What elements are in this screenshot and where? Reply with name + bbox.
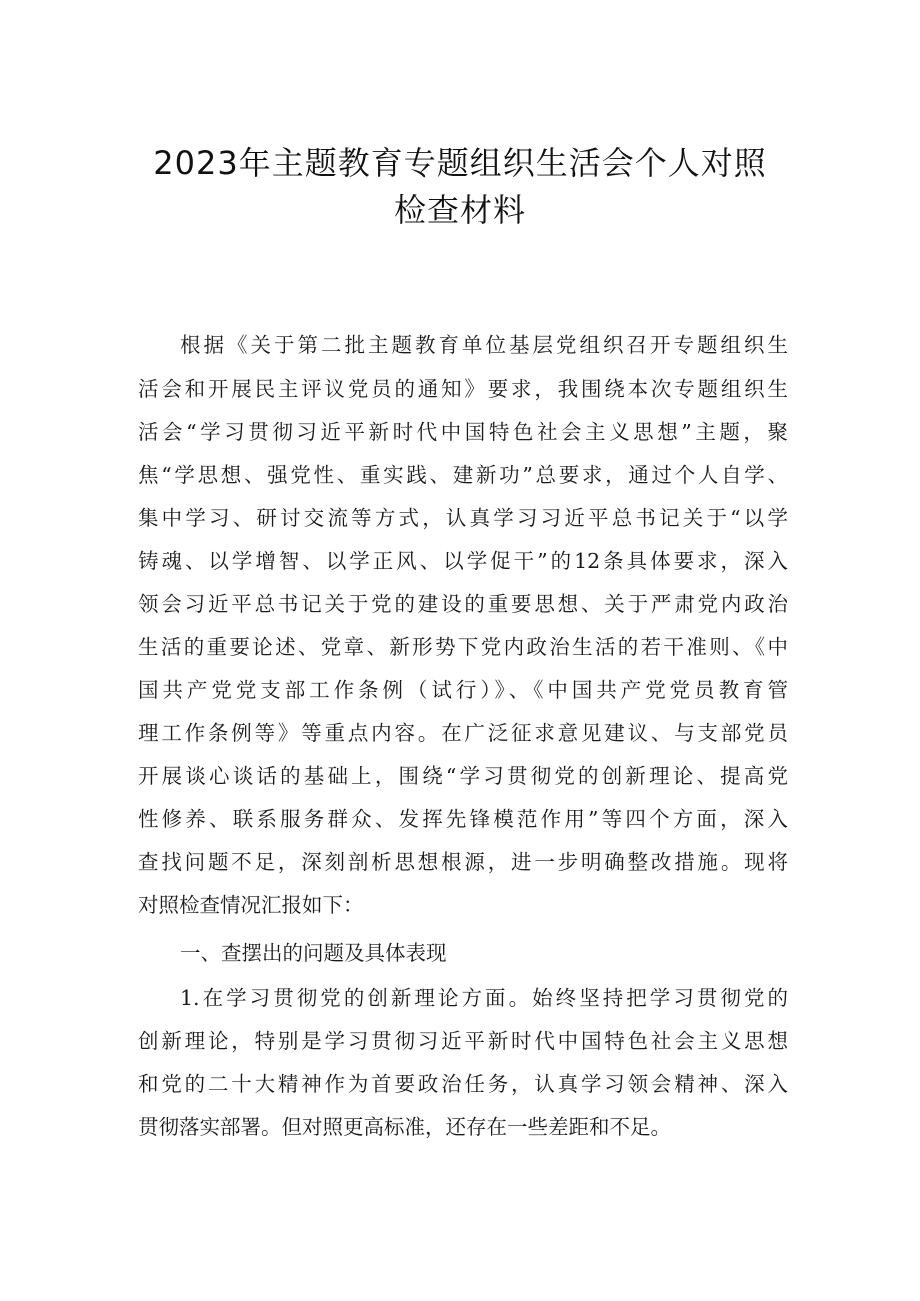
paragraph-line: 开展谈心谈话的基础上，围绕“学习贯彻党的创新理论、提高党: [138, 764, 788, 788]
paragraph-line: 活会和开展民主评议党员的通知》要求，我围绕本次专题组织生: [138, 377, 788, 401]
paragraph-line: 贯彻落实部署。但对照更高标准，还存在一些差距和不足。: [138, 1115, 671, 1139]
paragraph-line: 性修养、联系服务群众、发挥先锋模范作用”等四个方面，深入: [138, 807, 788, 831]
paragraph-line: 铸魂、以学增智、以学正风、以学促干”的12条具体要求，深入: [138, 549, 788, 573]
paragraph-line: 集中学习、研讨交流等方式，认真学习习近平总书记关于“以学: [138, 506, 788, 530]
paragraph-line: 根据《关于第二批主题教育单位基层党组织召开专题组织生: [180, 333, 788, 357]
section-heading: 一、查摆出的问题及具体表现: [180, 941, 447, 965]
paragraph-line: 对照检查情况汇报如下：: [138, 893, 364, 917]
paragraph-line: 创新理论，特别是学习贯彻习近平新时代中国特色社会主义思想: [138, 1029, 788, 1053]
paragraph-line: 焦“学思想、强党性、重实践、建新功”总要求，通过个人自学、: [138, 463, 788, 487]
paragraph-line: 国共产党党支部工作条例（试行）》、《中国共产党党员教育管: [138, 678, 788, 702]
paragraph-line: 领会习近平总书记关于党的建设的重要思想、关于严肃党内政治: [138, 592, 788, 616]
paragraph-line: 活会“学习贯彻习近平新时代中国特色社会主义思想”主题，聚: [138, 420, 788, 444]
paragraph-line: 生活的重要论述、党章、新形势下党内政治生活的若干准则、《中: [138, 635, 788, 659]
paragraph-line: 1.在学习贯彻党的创新理论方面。始终坚持把学习贯彻党的: [180, 986, 788, 1010]
document-title-line-1: 2023年主题教育专题组织生活会个人对照: [153, 144, 767, 182]
paragraph-line: 查找问题不足，深刻剖析思想根源，进一步明确整改措施。现将: [138, 850, 788, 874]
paragraph-line: 理工作条例等》等重点内容。在广泛征求意见建议、与支部党员: [138, 721, 788, 745]
paragraph-line: 和党的二十大精神作为首要政治任务，认真学习领会精神、深入: [138, 1072, 788, 1096]
document-title-line-2: 检查材料: [393, 191, 526, 229]
